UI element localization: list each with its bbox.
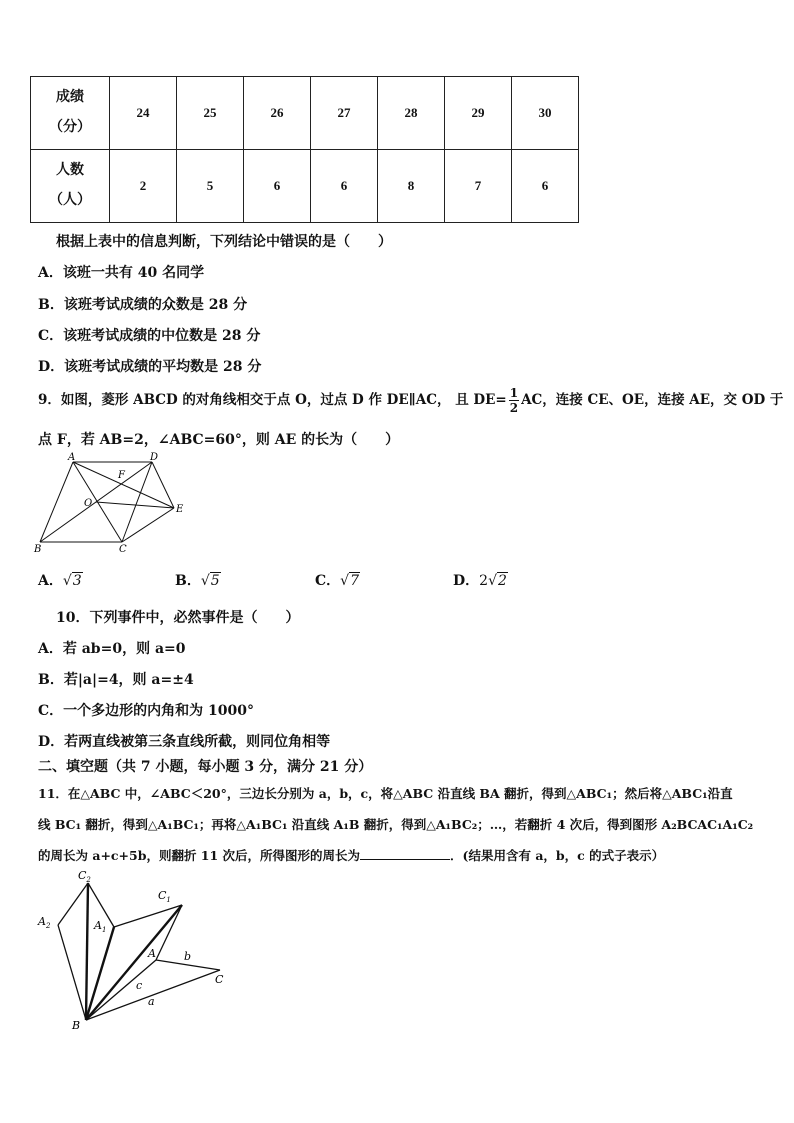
table-cell: 2 bbox=[110, 150, 177, 223]
sqrt: √3 bbox=[62, 573, 82, 589]
fraction: $\frac{1}{2}$ bbox=[509, 386, 519, 415]
q11-line1: 11．在△ABC 中，∠ABC＜20°，三边长分别为 a，b，c，将△ABC 沿直线 BA 翻折，得到△ABC₁；然后将△ABC₁沿直 bbox=[38, 786, 733, 801]
label-E: E bbox=[176, 504, 184, 515]
table-cell: 7 bbox=[445, 150, 512, 223]
table-cell: 5 bbox=[177, 150, 244, 223]
q9-option-b: B．√5 bbox=[175, 573, 220, 589]
label-F: F bbox=[118, 470, 125, 481]
table-cell: 26 bbox=[244, 77, 311, 150]
section-title: 二、填空题（共 7 小题，每小题 3 分，满分 21 分） bbox=[38, 759, 373, 775]
label-c: c bbox=[136, 979, 143, 992]
q9-line2: 点 F，若 AB=2，∠ABC=60°，则 AE 的长为（ ） bbox=[38, 432, 400, 448]
sqrt: √7 bbox=[340, 573, 359, 589]
q11-line2: 线 BC₁ 翻折，得到△A₁BC₁；再将△A₁BC₁ 沿直线 A₁B 翻折，得到△A₁BC₂；…，若翻折 4 次后，得到图形 A₂BCAC₁A₁C₂ bbox=[38, 817, 754, 832]
table-cell: 24 bbox=[110, 77, 177, 150]
table-header-count: 人数 （人） bbox=[31, 150, 110, 223]
folding-figure bbox=[30, 865, 240, 1035]
q10-option-c: C．一个多边形的内角和为 1000° bbox=[38, 703, 254, 719]
label-A: A bbox=[148, 947, 156, 960]
label-O: O bbox=[84, 498, 93, 509]
q8-option-c: C．该班考试成绩的中位数是 28 分 bbox=[38, 328, 261, 344]
q10-option-d: D．若两直线被第三条直线所截，则同位角相等 bbox=[38, 734, 331, 750]
label-C: C bbox=[119, 544, 127, 555]
q9-option-c: C．√7 bbox=[315, 573, 359, 589]
table-row bbox=[31, 150, 579, 223]
label-a: a bbox=[148, 995, 155, 1008]
table-cell: 27 bbox=[311, 77, 378, 150]
label-b: b bbox=[184, 950, 192, 963]
q9-line1: 9．如图，菱形 ABCD 的对角线相交于点 O，过点 D 作 DE∥AC， 且 DE= $\frac{1}{2}$ AC，连接 CE、OE，连接 AE，交 OD 于 bbox=[38, 386, 784, 415]
q8-option-d: D．该班考试成绩的平均数是 28 分 bbox=[38, 359, 262, 375]
q9-option-d: D．2√2 bbox=[453, 573, 507, 589]
table-cell: 6 bbox=[311, 150, 378, 223]
table-cell: 6 bbox=[244, 150, 311, 223]
label-D: D bbox=[150, 452, 159, 463]
sqrt: √2 bbox=[488, 573, 507, 589]
label-A1: $A_1$ bbox=[94, 919, 107, 934]
table-cell: 6 bbox=[512, 150, 579, 223]
label-B: B bbox=[72, 1019, 81, 1032]
label-B: B bbox=[34, 544, 42, 555]
table-cell: 30 bbox=[512, 77, 579, 150]
q9-option-a: A．√3 bbox=[38, 573, 82, 589]
label-A2: $A_2$ bbox=[38, 915, 51, 930]
q8-option-a: A．该班一共有 40 名同学 bbox=[38, 265, 205, 281]
q8-option-b: B．该班考试成绩的众数是 28 分 bbox=[38, 297, 248, 313]
table-cell: 29 bbox=[445, 77, 512, 150]
rhombus-figure bbox=[30, 450, 190, 560]
label-A: A bbox=[68, 452, 76, 463]
table-cell: 8 bbox=[378, 150, 445, 223]
table-cell: 28 bbox=[378, 77, 445, 150]
q8-stem: 根据上表中的信息判断，下列结论中错误的是（ ） bbox=[56, 234, 392, 250]
label-C: C bbox=[215, 973, 224, 986]
table-cell: 25 bbox=[177, 77, 244, 150]
q11-line3: 的周长为 a+c+5b，则翻折 11 次后，所得图形的周长为 ．(结果用含有 a，b，c 的式子表示） bbox=[38, 848, 665, 863]
q10-option-b: B．若|a|=4，则 a=±4 bbox=[38, 672, 194, 688]
score-table bbox=[30, 76, 579, 223]
table-row bbox=[31, 77, 579, 150]
sqrt: √5 bbox=[200, 573, 220, 589]
label-C1: $C_1$ bbox=[158, 889, 171, 904]
answer-blank bbox=[360, 847, 450, 860]
table-header-score: 成绩 （分） bbox=[31, 77, 110, 150]
q10-stem: 10．下列事件中，必然事件是（ ） bbox=[56, 610, 300, 626]
q10-option-a: A．若 ab=0，则 a=0 bbox=[38, 641, 186, 657]
label-C2: $C_2$ bbox=[78, 869, 91, 884]
